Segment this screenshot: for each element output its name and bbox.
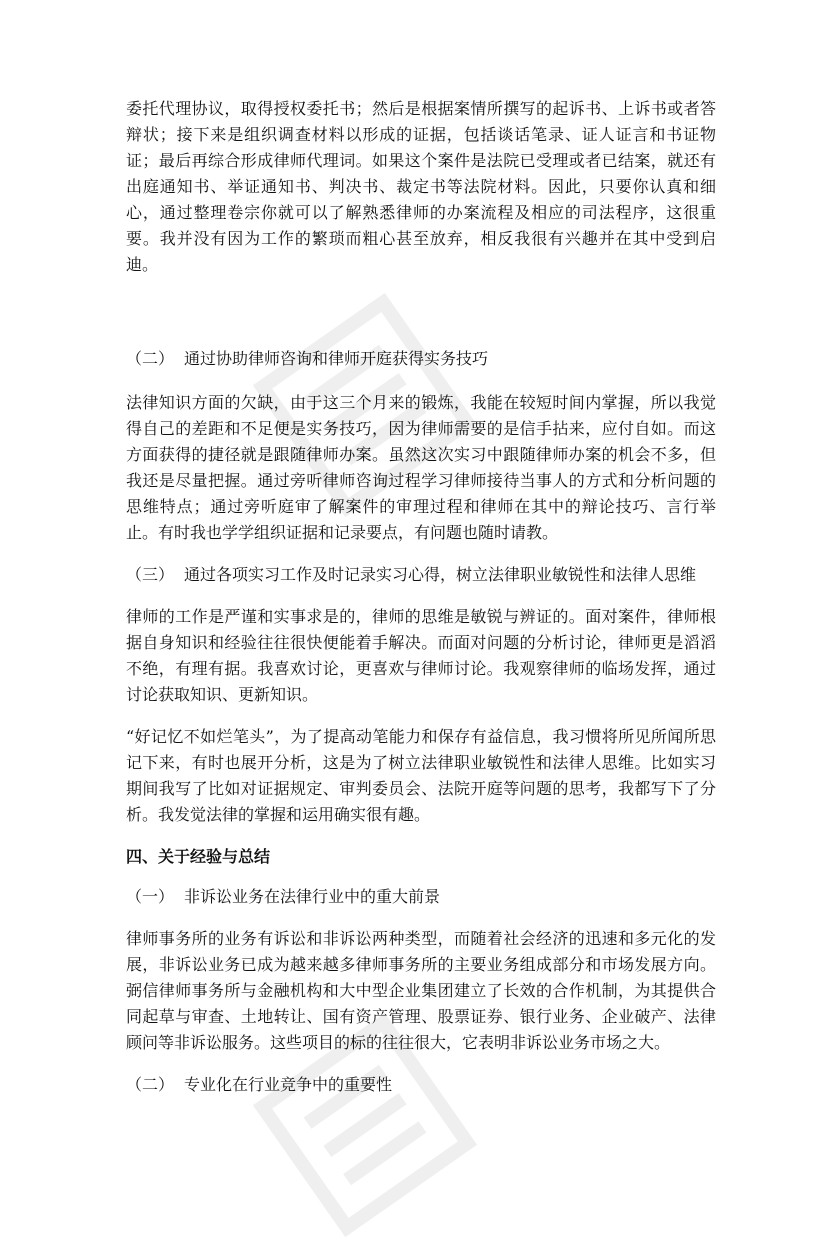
subheading-number: （二） xyxy=(126,349,175,368)
paragraph: 法律知识方面的欠缺，由于这三个月来的锻炼，我能在较短时间内掌握，所以我觉得自己的差距和不足便是实务技巧，因为律师需要的是信手拈来，应付自如。而这方面获得的捷径就是跟随律师办案。虽然这次实习中跟随律师办案的机会不多，但我还是尽量把握。通过旁听律师咨询过程学习律师接待当事人的方式和分析问题的思维特点；通过旁听庭审了解案件的审理过程和律师在其中的辩论技巧、言行举止。有时我也学学组织证据和记录要点，有问题也随时请教。 xyxy=(126,393,716,542)
subheading xyxy=(126,346,716,372)
document-body xyxy=(126,96,716,1098)
subheading xyxy=(126,562,716,588)
subheading-number: （二） xyxy=(126,1075,175,1094)
subheading-number: （一） xyxy=(126,887,175,906)
subheading xyxy=(126,884,716,910)
subheading-text: 非诉讼业务在法律行业中的重大前景 xyxy=(184,887,441,906)
paragraph: 委托代理协议，取得授权委托书；然后是根据案情所撰写的起诉书、上诉书或者答辩状；接下来是组织调查材料以形成的证据，包括谈话笔录、证人证言和书证物证；最后再综合形成律师代理词。如果这个案件是法院已受理或者已结案，就还有出庭通知书、举证通知书、判决书、裁定书等法院材料。因此，只要你认真和细心，通过整理卷宗你就可以了解熟悉律师的办案流程及相应的司法程序，这很重要。我并没有因为工作的繁琐而粗心甚至放弃，相反我很有兴趣并在其中受到启迪。 xyxy=(126,99,716,274)
paragraph: “好记忆不如烂笔头”，为了提高动笔能力和保存有益信息，我习惯将所见所闻所思记下来，有时也展开分析，这是为了树立法律职业敏锐性和法律人思维。比如实习期间我写了比如对证据规定、审判委员会、法院开庭等问题的思考，我都写下了分析。我发觉法律的掌握和运用确实很有趣。 xyxy=(126,727,716,824)
subheading-number: （三） xyxy=(126,565,175,584)
section-heading: 四、关于经验与总结 xyxy=(126,847,271,866)
paragraph: 律师的工作是严谨和实事求是的，律师的思维是敏锐与辨证的。面对案件，律师根据自身知识和经验往往很快便能着手解决。而面对问题的分析讨论，律师更是滔滔不绝，有理有据。我喜欢讨论，更喜欢与律师讨论。我观察律师的临场发挥，通过讨论获取知识、更新知识。 xyxy=(126,607,716,704)
subheading-text: 通过协助律师咨询和律师开庭获得实务技巧 xyxy=(184,349,489,368)
subheading-text: 专业化在行业竞争中的重要性 xyxy=(184,1075,393,1094)
paragraph: 律师事务所的业务有诉讼和非诉讼两种类型，而随着社会经济的迅速和多元化的发展，非诉讼业务已成为越来越多律师事务所的主要业务组成部分和市场发展方向。弼信律师事务所与金融机构和大中型企业集团建立了长效的合作机制，为其提供合同起草与审查、土地转让、国有资产管理、股票证券、银行业务、企业破产、法律顾问等非诉讼服务。这些项目的标的往往很大，它表明非诉讼业务市场之大。 xyxy=(126,929,716,1052)
subheading xyxy=(126,1072,716,1098)
subheading-text: 通过各项实习工作及时记录实习心得，树立法律职业敏锐性和法律人思维 xyxy=(184,565,697,584)
